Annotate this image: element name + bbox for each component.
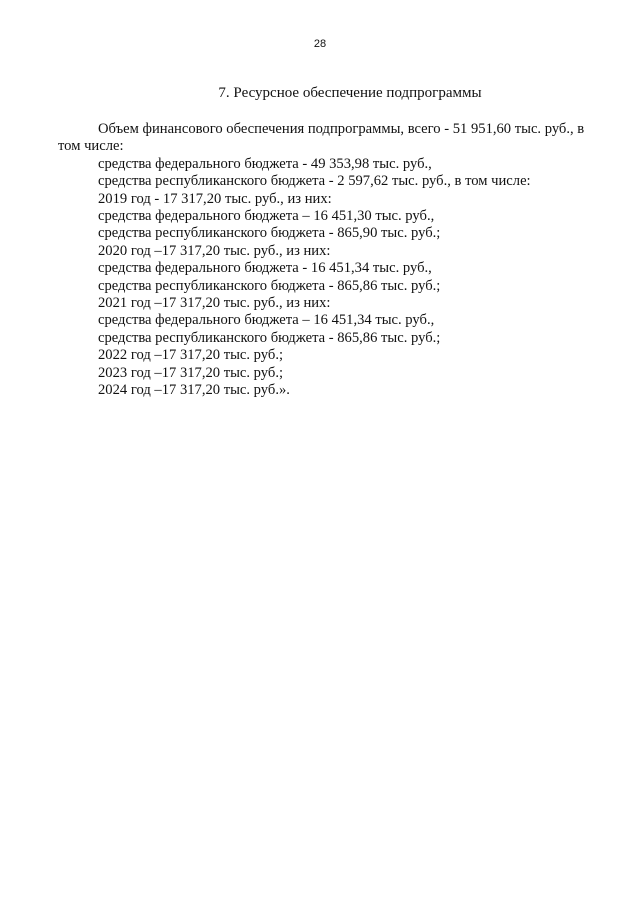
funding-line: 2019 год - 17 317,20 тыс. руб., из них:	[98, 190, 332, 207]
section-title: 7. Ресурсное обеспечение подпрограммы	[218, 85, 482, 101]
funding-line: средства республиканского бюджета - 865,86 тыс. руб.;	[98, 277, 441, 294]
intro-paragraph: Объем финансового обеспечения подпрограммы, всего - 51 951,60 тыс. руб., в том числе:	[58, 121, 585, 155]
funding-line: средства федерального бюджета – 16 451,30 тыс. руб.,	[98, 208, 435, 225]
document-body	[58, 121, 588, 400]
funding-line: 2023 год –17 317,20 тыс. руб.;	[98, 364, 284, 381]
page-number: 28	[313, 38, 327, 50]
funding-line: 2020 год –17 317,20 тыс. руб., из них:	[98, 242, 331, 259]
funding-line: 2022 год –17 317,20 тыс. руб.;	[98, 347, 284, 364]
funding-line: средства республиканского бюджета - 865,86 тыс. руб.;	[98, 329, 441, 346]
funding-line: средства республиканского бюджета - 865,90 тыс. руб.;	[98, 225, 441, 242]
funding-line: средства федерального бюджета – 16 451,34 тыс. руб.,	[98, 312, 435, 329]
funding-line: средства федерального бюджета - 16 451,34 тыс. руб.,	[98, 260, 432, 277]
funding-lines	[58, 156, 588, 400]
funding-line: 2024 год –17 317,20 тыс. руб.».	[98, 382, 290, 399]
funding-line: 2021 год –17 317,20 тыс. руб., из них:	[98, 295, 331, 312]
funding-line: средства республиканского бюджета - 2 597,62 тыс. руб., в том числе:	[98, 173, 531, 190]
funding-line: средства федерального бюджета - 49 353,98 тыс. руб.,	[98, 155, 432, 172]
